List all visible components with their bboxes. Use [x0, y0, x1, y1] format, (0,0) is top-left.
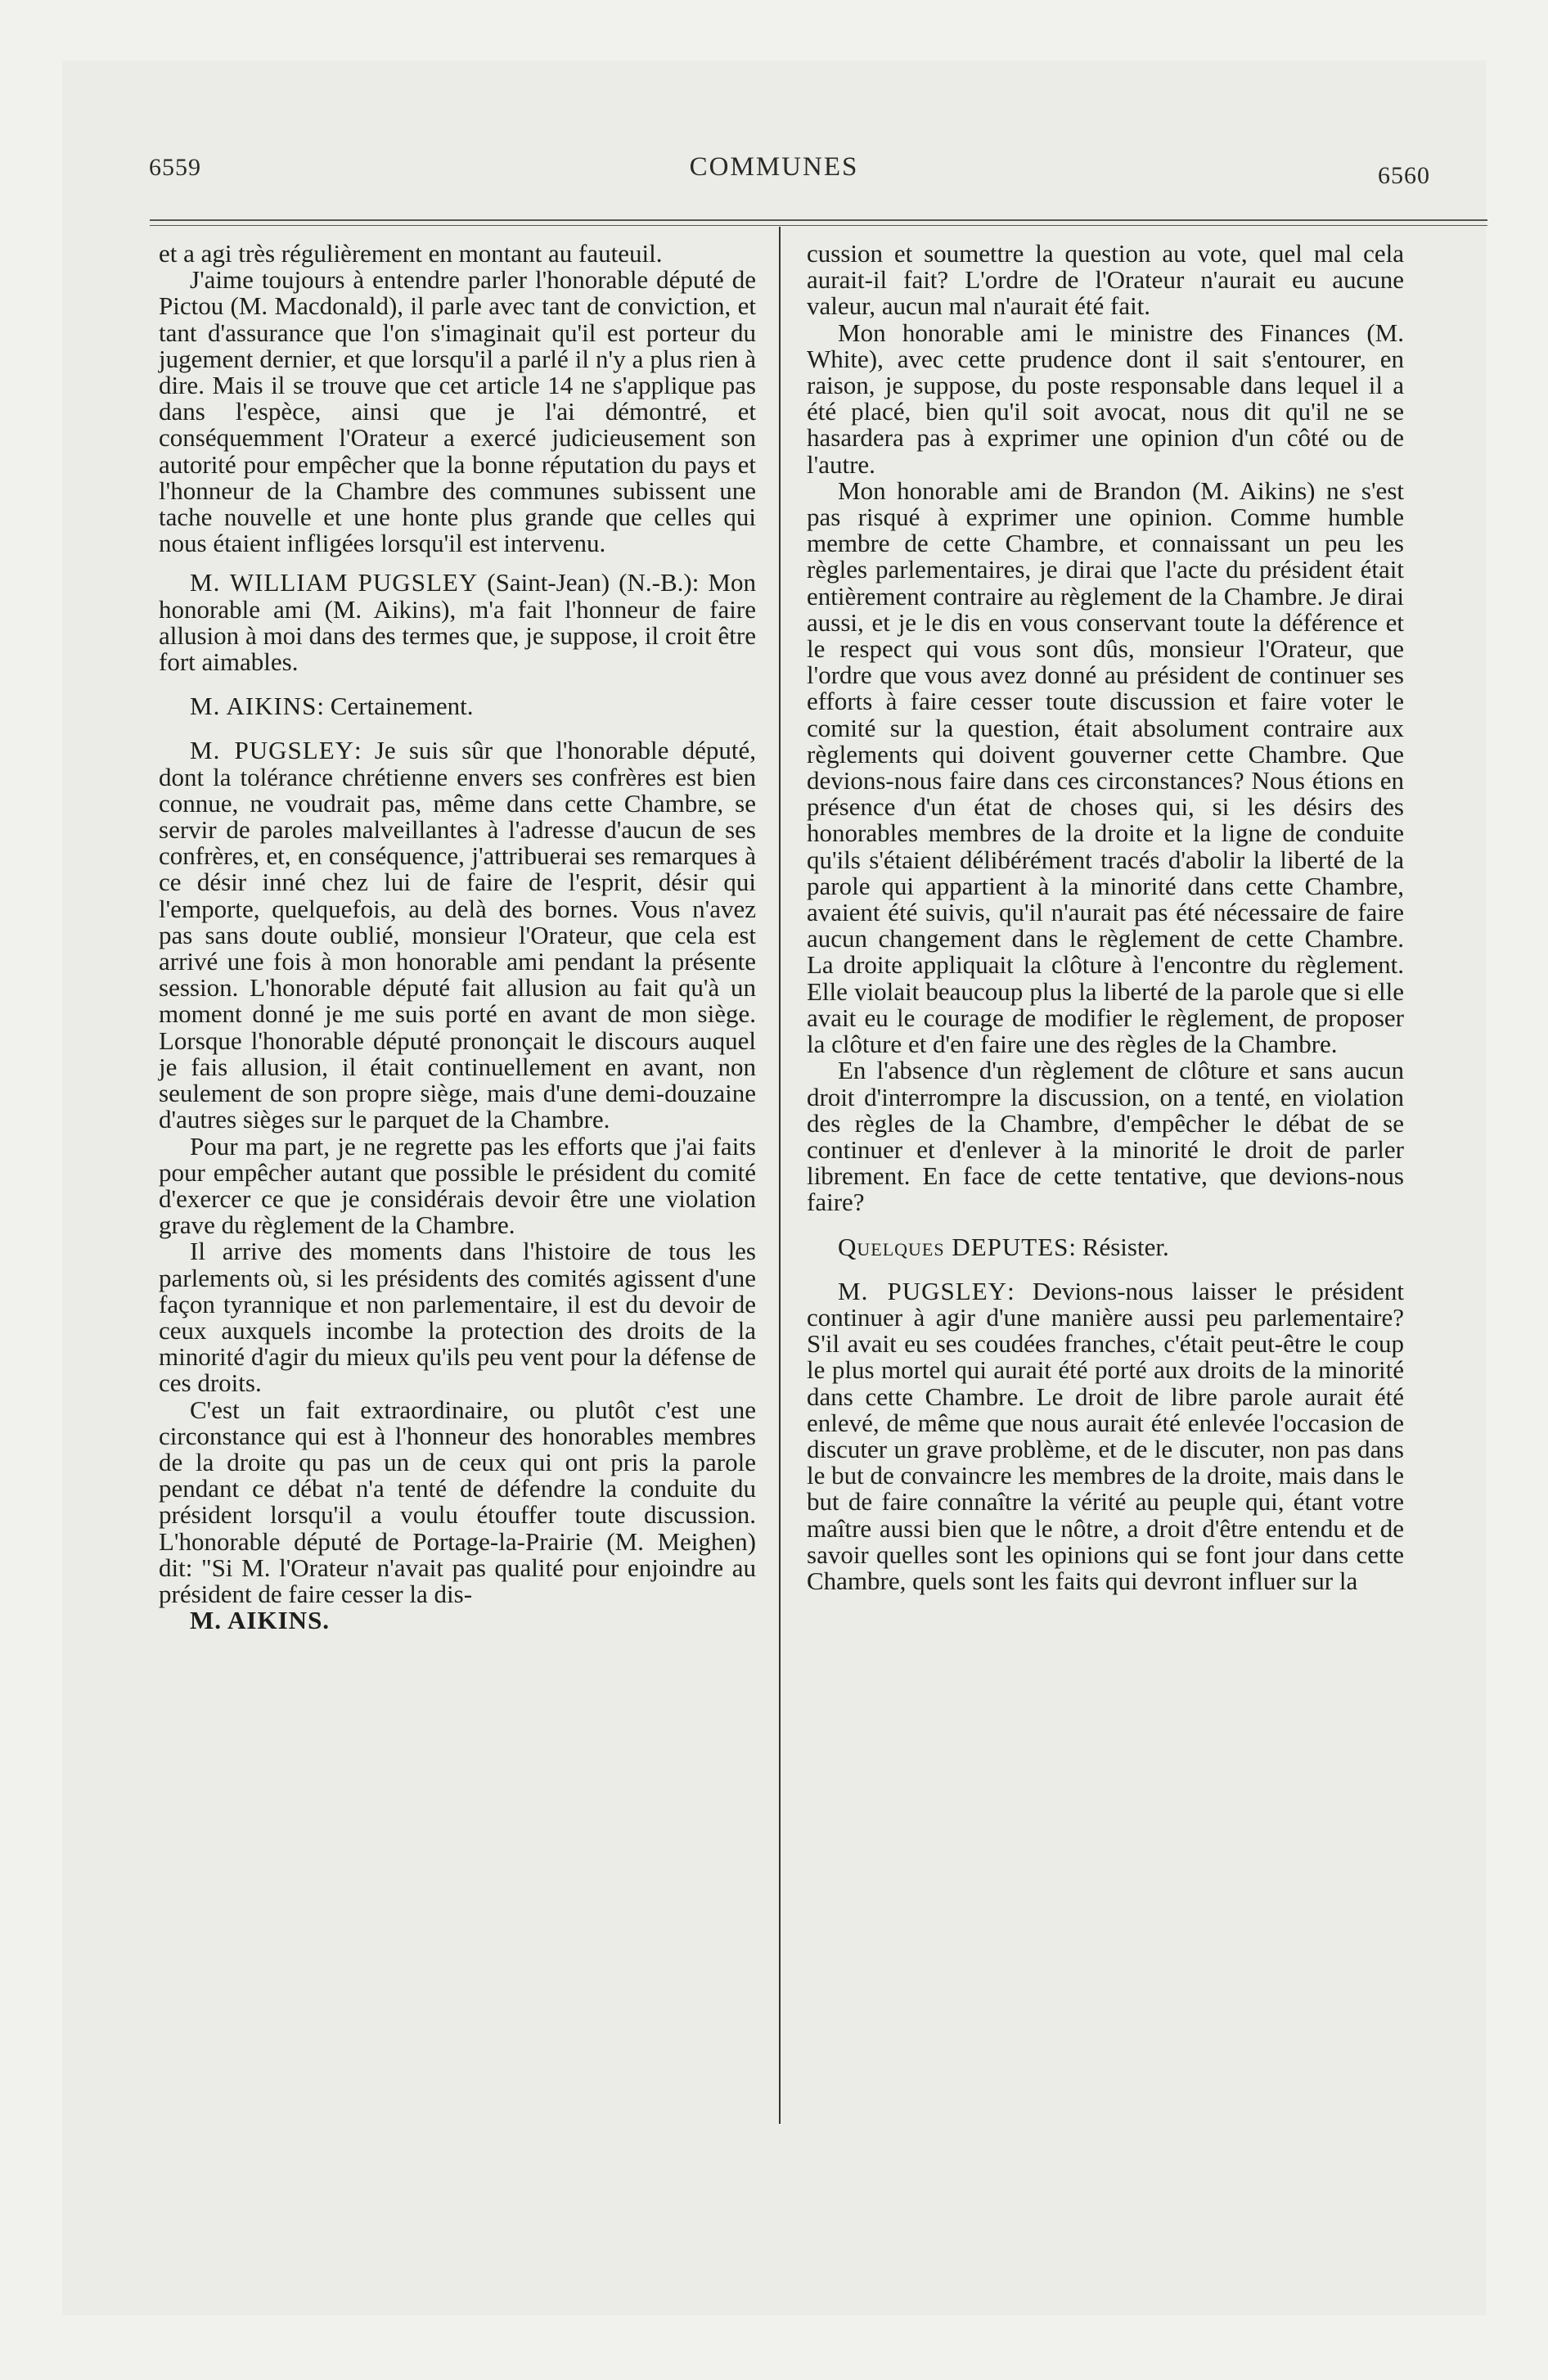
- speech-text: : Devions-nous laisser le président continuer à agir d'une manière aussi peu parlementaire? S'il avait eu ses coudées franches, c'était peut-être le coup le plus mortel qui aurait été porté aux droits de la minorité dans cette Chambre. Le droit de libre parole aurait été enlevé, de même que nous aurait été enlevée l'occasion de discuter un grave problème, et de le discuter, non pas dans le but de convaincre les membres de la droite, mais dans le but de faire connaître la vérité au peuple qui, étant votre maître aussi bien que le nôtre, a droit d'être entendu et de savoir quelles sont les opinions qui se font jour dans cette Chambre, quels sont les faits qui devront influer sur la: [807, 1276, 1404, 1595]
- speaker-name: M. PUGSLEY: [838, 1276, 1008, 1305]
- speech-paragraph: [159, 693, 756, 719]
- paragraph: En l'absence d'un règlement de clôture et sans aucun droit d'interrompre la discussion, on a tenté, en violation des règles de la Chambre, d'empêcher le débat de se continuer et d'enlever à la minorité le droit de parler librement. En face de cette tentative, que devions-nous faire?: [807, 1056, 1404, 1217]
- running-title: COMMUNES: [689, 152, 859, 182]
- header-rule-thin: [150, 225, 1487, 226]
- speech-text: : Résister.: [1069, 1232, 1169, 1261]
- speech-text: : Certainement.: [317, 692, 474, 721]
- paragraph: C'est un fait extraordinaire, ou plutôt c'est une circonstance qui est à l'honneur des honorables membres de la droite qu pas un de ceux qui ont pris la parole pendant ce débat n'a tenté de défendre la conduite du président lorsqu'il a voulu étouffer toute discussion. L'honorable député de Portage-la-Prairie (M. Meighen) dit: "Si M. l'Orateur n'avait pas qualité pour enjoindre au président de faire cesser la dis-: [159, 1395, 756, 1608]
- page-number-left: 6559: [149, 154, 201, 181]
- left-column: [159, 241, 756, 1634]
- speaker-interjection: M. AIKINS.: [190, 1606, 331, 1635]
- right-column: [807, 241, 1404, 1594]
- speech-paragraph: [159, 570, 756, 675]
- speech-paragraph: [807, 1234, 1404, 1260]
- page-header: [62, 147, 1486, 196]
- speech-text: : Je suis sûr que l'honorable député, dont la tolérance chrétienne envers ses confrères est bien connue, ne voudrait pas, même dans cette Chambre, se servir de paroles malveillantes à l'adresse d'aucun de ses confrères, et, en conséquence, j'attribuerai ses remarques à ce désir inné chez lui de faire de l'esprit, désir qui l'emporte, quelquefois, au delà des bornes. Vous n'avez pas sans doute oublié, monsieur l'Orateur, que cela est arrivé une fois à mon honorable ami pendant la présente session. L'honorable député fait allusion au fait qu'à un moment donné je me suis porté en avant de mon siège. Lorsque l'honorable député prononçait le discours auquel je fais allusion, il était continuellement en avant, non seulement de son propre siège, mais d'une demi-douzaine d'autres sièges sur le parquet de la Chambre.: [159, 736, 756, 1134]
- speaker-name: M. PUGSLEY: [190, 736, 355, 765]
- speech-paragraph: [807, 1278, 1404, 1594]
- header-rule: [150, 219, 1487, 221]
- paragraph: et a agi très régulièrement en montant au fauteuil.: [159, 239, 663, 268]
- page: [62, 61, 1486, 2315]
- paragraph: J'aime toujours à entendre parler l'honorable député de Pictou (M. Macdonald), il parle avec tant de conviction, et tant d'assurance que l'on s'imaginait qu'il est porteur du jugement dernier, et que lorsqu'il a parlé il n'y a plus rien à dire. Mais il se trouve que cet article 14 ne s'applique pas dans l'espèce, ainsi que je l'ai démontré, et conséquemment l'Orateur a exercé judicieusement son autorité pour empêcher que la bonne réputation du pays et l'honneur de la Chambre des communes subissent une tache nouvelle et une honte plus grande que celles qui nous étaient infligées lorsqu'il est intervenu.: [159, 265, 756, 558]
- paragraph: Mon honorable ami de Brandon (M. Aikins) ne s'est pas risqué à exprimer une opinion. Comme humble membre de cette Chambre, et connaissant un peu les règles parlementaires, je dirai que l'acte du président était entièrement contraire au règlement de la Chambre. Je dirai aussi, et je le dis en vous conservant toute la déférence et le respect qui vous sont dûs, monsieur l'Orateur, que l'ordre que vous avez donné au président de continuer ses efforts à faire cesser toute discussion et faire voter le comité sur la question, était absolument contraire aux règlements qui doivent gouverner cette Chambre. Que devions-nous faire dans ces circonstances? Nous étions en présence d'un état de choses qui, si les désirs des honorables membres de la droite et la ligne de conduite qu'ils s'étaient délibérément tracés d'abolir la liberté de la parole qui appartient à la minorité dans cette Chambre, avaient été suivis, qu'il n'aurait pas été nécessaire de faire aucun changement dans le règlement de cette Chambre. La droite appliquait la clôture à l'encontre du règlement. Elle violait beaucoup plus la liberté de la parole que si elle avait eu le courage de modifier le règlement, de proposer la clôture et d'en faire une des règles de la Chambre.: [807, 476, 1404, 1059]
- paragraph: Mon honorable ami le ministre des Finances (M. White), avec cette prudence dont il sait s'entourer, en raison, je suppose, du poste responsable dans lequel il a été placé, bien qu'il soit avocat, nous dit qu'il ne se hasardera pas à exprimer une opinion d'un côté ou de l'autre.: [807, 318, 1404, 479]
- paragraph: cussion et soumettre la question au vote, quel mal cela aurait-il fait? L'ordre de l'Orateur n'aurait eu aucune valeur, aucun mal n'aurait été fait.: [807, 239, 1404, 321]
- page-number-right: 6560: [1378, 162, 1430, 189]
- speaker-name: Quelques DEPUTES: [838, 1232, 1069, 1261]
- speech-paragraph: [159, 737, 756, 1133]
- speaker-name: M. WILLIAM PUGSLEY: [190, 568, 479, 597]
- speaker-name: M. AIKINS: [190, 692, 317, 721]
- speech-text: (Saint-Jean) (N.-B.): Mon honorable ami (M. Aikins), m'a fait l'honneur de faire allusion à moi dans des termes que, je suppose, il croit être fort aimables.: [159, 568, 756, 677]
- paragraph: Pour ma part, je ne regrette pas les efforts que j'ai faits pour empêcher autant que possible le président du comité d'exercer ce que je considérais devoir être une violation grave du règlement de la Chambre.: [159, 1131, 756, 1240]
- column-divider: [779, 227, 781, 2124]
- paragraph: Il arrive des moments dans l'histoire de tous les parlements où, si les présidents des comités agissent d'une façon tyrannique et non parlementaire, il est du devoir de ceux auxquels incombe la protection des droits de la minorité d'agir du mieux qu'ils peu vent pour la défense de ces droits.: [159, 1237, 756, 1398]
